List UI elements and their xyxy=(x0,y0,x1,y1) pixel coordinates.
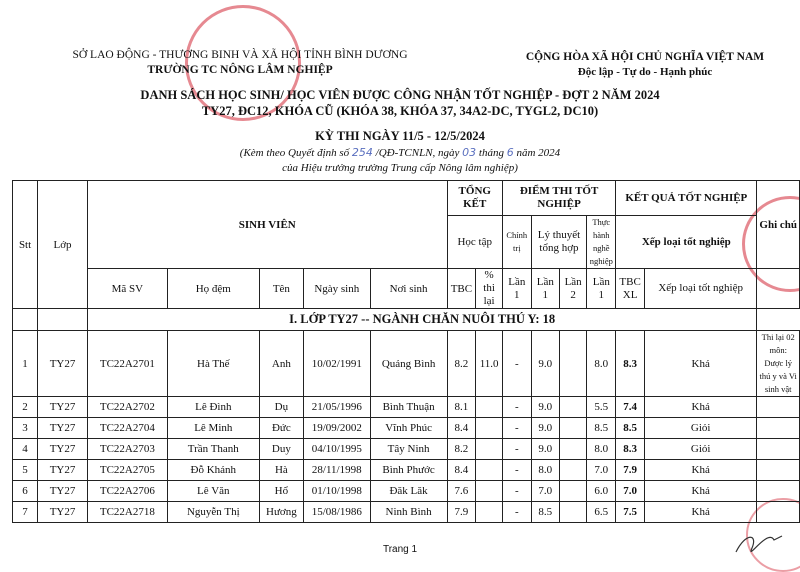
row-hodem: Đỗ Khánh xyxy=(167,460,259,481)
row-stt: 5 xyxy=(13,460,38,481)
table-row xyxy=(13,502,800,523)
row-ghichu xyxy=(757,439,800,460)
row-chinhtri: - xyxy=(502,481,531,502)
exam-date: KỲ THI NGÀY 11/5 - 12/5/2024 xyxy=(315,129,485,143)
row-thilai: 11.0 xyxy=(476,331,503,397)
row-ghichu: Thi lại 02 môn: Dược lý thú y và Vi sinh vật xyxy=(757,331,800,397)
row-tbc: 8.2 xyxy=(447,331,476,397)
row-lythuyet-lan1: 9.0 xyxy=(531,331,559,397)
header-chinhtri: Chính trị xyxy=(502,216,531,269)
row-lythuyet-lan2 xyxy=(559,397,586,418)
row-thuchanh-lan1: 7.0 xyxy=(587,460,616,481)
page-number: Trang 1 xyxy=(382,544,418,555)
header-thuchanh-lan1: Lần 1 xyxy=(587,269,616,309)
header-thuchanh: Thực hành nghề nghiệp xyxy=(587,216,616,269)
header-ghichu-sub xyxy=(757,269,800,309)
row-stt: 3 xyxy=(13,418,38,439)
graduates-table xyxy=(12,180,800,523)
row-lythuyet-lan2 xyxy=(559,460,586,481)
table-row xyxy=(13,439,800,460)
table-row xyxy=(13,331,800,397)
row-hodem: Lê Minh xyxy=(167,418,259,439)
row-noisinh: Ninh Bình xyxy=(370,502,447,523)
header-lythuyet-lan1: Lần 1 xyxy=(531,269,559,309)
row-lythuyet-lan1: 9.0 xyxy=(531,418,559,439)
row-tbc: 8.1 xyxy=(447,397,476,418)
row-stt: 1 xyxy=(13,331,38,397)
row-tbcxl: 7.5 xyxy=(616,502,645,523)
decision-day: 03 xyxy=(462,146,477,159)
row-tbcxl: 8.3 xyxy=(616,331,645,397)
row-lop: TY27 xyxy=(38,331,88,397)
row-ghichu xyxy=(757,397,800,418)
row-thilai xyxy=(476,418,503,439)
header-tbc: TBC xyxy=(447,269,476,309)
row-lop: TY27 xyxy=(38,502,88,523)
decision-year: năm 2024 xyxy=(516,147,561,159)
row-noisinh: Đăk Lăk xyxy=(370,481,447,502)
decision-mid: /QĐ-TCNLN, ngày xyxy=(375,147,460,159)
row-noisinh: Tây Ninh xyxy=(370,439,447,460)
row-chinhtri: - xyxy=(502,439,531,460)
row-chinhtri: - xyxy=(502,397,531,418)
row-hodem: Lê Đình xyxy=(167,397,259,418)
row-tbc: 8.4 xyxy=(447,418,476,439)
table-row xyxy=(13,460,800,481)
header-chinhtri-lan1: Lần 1 xyxy=(502,269,531,309)
row-thilai xyxy=(476,397,503,418)
row-masv: TC22A2703 xyxy=(87,439,167,460)
row-tbc: 7.9 xyxy=(447,502,476,523)
section-stt xyxy=(13,309,38,331)
row-xeploai: Khá xyxy=(644,460,756,481)
row-noisinh: Bình Phước xyxy=(370,460,447,481)
row-lythuyet-lan2 xyxy=(559,439,586,460)
section-title: I. LỚP TY27 -- NGÀNH CHĂN NUÔI THÚ Y: 18 xyxy=(87,309,756,331)
row-tbcxl: 8.5 xyxy=(616,418,645,439)
row-ten: Anh xyxy=(259,331,303,397)
row-lop: TY27 xyxy=(38,481,88,502)
row-thuchanh-lan1: 8.0 xyxy=(587,439,616,460)
table-body xyxy=(13,331,800,523)
header-lythuyet: Lý thuyết tổng hợp xyxy=(531,216,587,269)
row-thuchanh-lan1: 6.0 xyxy=(587,481,616,502)
row-tbcxl: 7.9 xyxy=(616,460,645,481)
header-diemthi: ĐIỂM THI TỐT NGHIỆP xyxy=(502,181,615,216)
row-xeploai: Khá xyxy=(644,397,756,418)
row-tbc: 7.6 xyxy=(447,481,476,502)
row-ten: Hổ xyxy=(259,481,303,502)
row-masv: TC22A2706 xyxy=(87,481,167,502)
decision-line xyxy=(0,145,800,161)
row-ngaysinh: 10/02/1991 xyxy=(303,331,370,397)
header-stt: Stt xyxy=(13,181,38,309)
row-noisinh: Quảng Bình xyxy=(370,331,447,397)
row-lop: TY27 xyxy=(38,418,88,439)
row-xeploai: Khá xyxy=(644,481,756,502)
signature-icon xyxy=(728,522,788,562)
row-lythuyet-lan1: 7.0 xyxy=(531,481,559,502)
decision-prefix: (Kèm theo Quyết định số xyxy=(239,147,350,159)
header-tbcxl: TBC XL xyxy=(616,269,645,309)
table-row xyxy=(13,397,800,418)
row-hodem: Lê Văn xyxy=(167,481,259,502)
row-chinhtri: - xyxy=(502,331,531,397)
row-lop: TY27 xyxy=(38,397,88,418)
row-lythuyet-lan2 xyxy=(559,418,586,439)
ministry-name: SỞ LAO ĐỘNG - THƯƠNG BINH VÀ XÃ HỘI TỈNH BÌNH DƯƠNG xyxy=(72,49,408,61)
row-ten: Hà xyxy=(259,460,303,481)
nation-name: CỘNG HÒA XÃ HỘI CHỦ NGHĨA VIỆT NAM xyxy=(525,51,765,63)
row-chinhtri: - xyxy=(502,418,531,439)
row-ngaysinh: 01/10/1998 xyxy=(303,481,370,502)
row-thilai xyxy=(476,460,503,481)
row-ghichu xyxy=(757,418,800,439)
header-left xyxy=(40,48,440,78)
row-lythuyet-lan1: 8.0 xyxy=(531,460,559,481)
row-lop: TY27 xyxy=(38,439,88,460)
row-xeploai: Khá xyxy=(644,331,756,397)
row-lythuyet-lan2 xyxy=(559,331,586,397)
row-chinhtri: - xyxy=(502,460,531,481)
national-motto: Độc lập - Tự do - Hạnh phúc xyxy=(577,66,713,78)
decision-number: 254 xyxy=(351,146,373,159)
header-ngaysinh: Ngày sinh xyxy=(303,269,370,309)
row-stt: 4 xyxy=(13,439,38,460)
section-lop xyxy=(38,309,88,331)
row-ghichu xyxy=(757,502,800,523)
row-thuchanh-lan1: 5.5 xyxy=(587,397,616,418)
row-ngaysinh: 28/11/1998 xyxy=(303,460,370,481)
row-noisinh: Vĩnh Phúc xyxy=(370,418,447,439)
row-thuchanh-lan1: 8.0 xyxy=(587,331,616,397)
table-row xyxy=(13,481,800,502)
row-ten: Đức xyxy=(259,418,303,439)
row-xeploai: Giỏi xyxy=(644,418,756,439)
row-ngaysinh: 19/09/2002 xyxy=(303,418,370,439)
row-lythuyet-lan2 xyxy=(559,502,586,523)
header-noisinh: Nơi sinh xyxy=(370,269,447,309)
row-thuchanh-lan1: 6.5 xyxy=(587,502,616,523)
row-masv: TC22A2701 xyxy=(87,331,167,397)
row-thilai xyxy=(476,439,503,460)
decision-issuer: của Hiệu trưởng trường Trung cấp Nông lâm nghiệp) xyxy=(282,162,518,174)
row-masv: TC22A2702 xyxy=(87,397,167,418)
row-ngaysinh: 04/10/1995 xyxy=(303,439,370,460)
row-lythuyet-lan2 xyxy=(559,481,586,502)
row-ghichu xyxy=(757,460,800,481)
decision-month-label: tháng xyxy=(478,147,504,159)
table-row xyxy=(13,418,800,439)
school-name: TRƯỜNG TC NÔNG LÂM NGHIỆP xyxy=(147,64,333,76)
doc-title-line1: DANH SÁCH HỌC SINH/ HỌC VIÊN ĐƯỢC CÔNG NHẬN TỐT NGHIỆP - ĐỢT 2 NĂM 2024 xyxy=(140,88,660,102)
row-ngaysinh: 15/08/1986 xyxy=(303,502,370,523)
row-masv: TC22A2718 xyxy=(87,502,167,523)
row-ghichu xyxy=(757,481,800,502)
row-xeploai: Giỏi xyxy=(644,439,756,460)
header-thilai: % thi lại xyxy=(476,269,503,309)
row-lop: TY27 xyxy=(38,460,88,481)
row-lythuyet-lan1: 9.0 xyxy=(531,397,559,418)
row-ten: Hương xyxy=(259,502,303,523)
header-lythuyet-lan2: Lần 2 xyxy=(559,269,586,309)
row-stt: 7 xyxy=(13,502,38,523)
header-ten: Tên xyxy=(259,269,303,309)
row-tbc: 8.4 xyxy=(447,460,476,481)
header-right xyxy=(510,50,780,80)
row-noisinh: Bình Thuận xyxy=(370,397,447,418)
header-ghichu: Ghi chú xyxy=(757,181,800,269)
row-lythuyet-lan1: 9.0 xyxy=(531,439,559,460)
header-lop: Lớp xyxy=(38,181,88,309)
row-xeploai: Khá xyxy=(644,502,756,523)
row-thuchanh-lan1: 8.5 xyxy=(587,418,616,439)
row-masv: TC22A2705 xyxy=(87,460,167,481)
header-xeploai-tot: Xếp loại tốt nghiệp xyxy=(616,216,757,269)
header-hodem: Họ đệm xyxy=(167,269,259,309)
decision-month: 6 xyxy=(506,146,514,159)
row-lythuyet-lan1: 8.5 xyxy=(531,502,559,523)
header-hoctap: Học tập xyxy=(447,216,502,269)
row-stt: 6 xyxy=(13,481,38,502)
row-hodem: Hà Thế xyxy=(167,331,259,397)
row-thilai xyxy=(476,502,503,523)
row-tbcxl: 7.4 xyxy=(616,397,645,418)
doc-title-line2: TY27, ĐC12, KHÓA CŨ (KHÓA 38, KHÓA 37, 34A2-DC, TYGL2, DC10) xyxy=(201,104,599,118)
header-masv: Mã SV xyxy=(87,269,167,309)
header-sinhvien: SINH VIÊN xyxy=(87,181,447,269)
header-tongket: TỔNG KẾT xyxy=(447,181,502,216)
row-stt: 2 xyxy=(13,397,38,418)
row-masv: TC22A2704 xyxy=(87,418,167,439)
row-hodem: Nguyễn Thị xyxy=(167,502,259,523)
row-chinhtri: - xyxy=(502,502,531,523)
row-ten: Duy xyxy=(259,439,303,460)
row-hodem: Trần Thanh xyxy=(167,439,259,460)
row-tbcxl: 7.0 xyxy=(616,481,645,502)
header-xeploai: Xếp loại tốt nghiệp xyxy=(644,269,756,309)
row-ten: Dụ xyxy=(259,397,303,418)
row-thilai xyxy=(476,481,503,502)
row-tbc: 8.2 xyxy=(447,439,476,460)
row-tbcxl: 8.3 xyxy=(616,439,645,460)
row-ngaysinh: 21/05/1996 xyxy=(303,397,370,418)
header-ketqua: KẾT QUẢ TỐT NGHIỆP xyxy=(616,181,757,216)
